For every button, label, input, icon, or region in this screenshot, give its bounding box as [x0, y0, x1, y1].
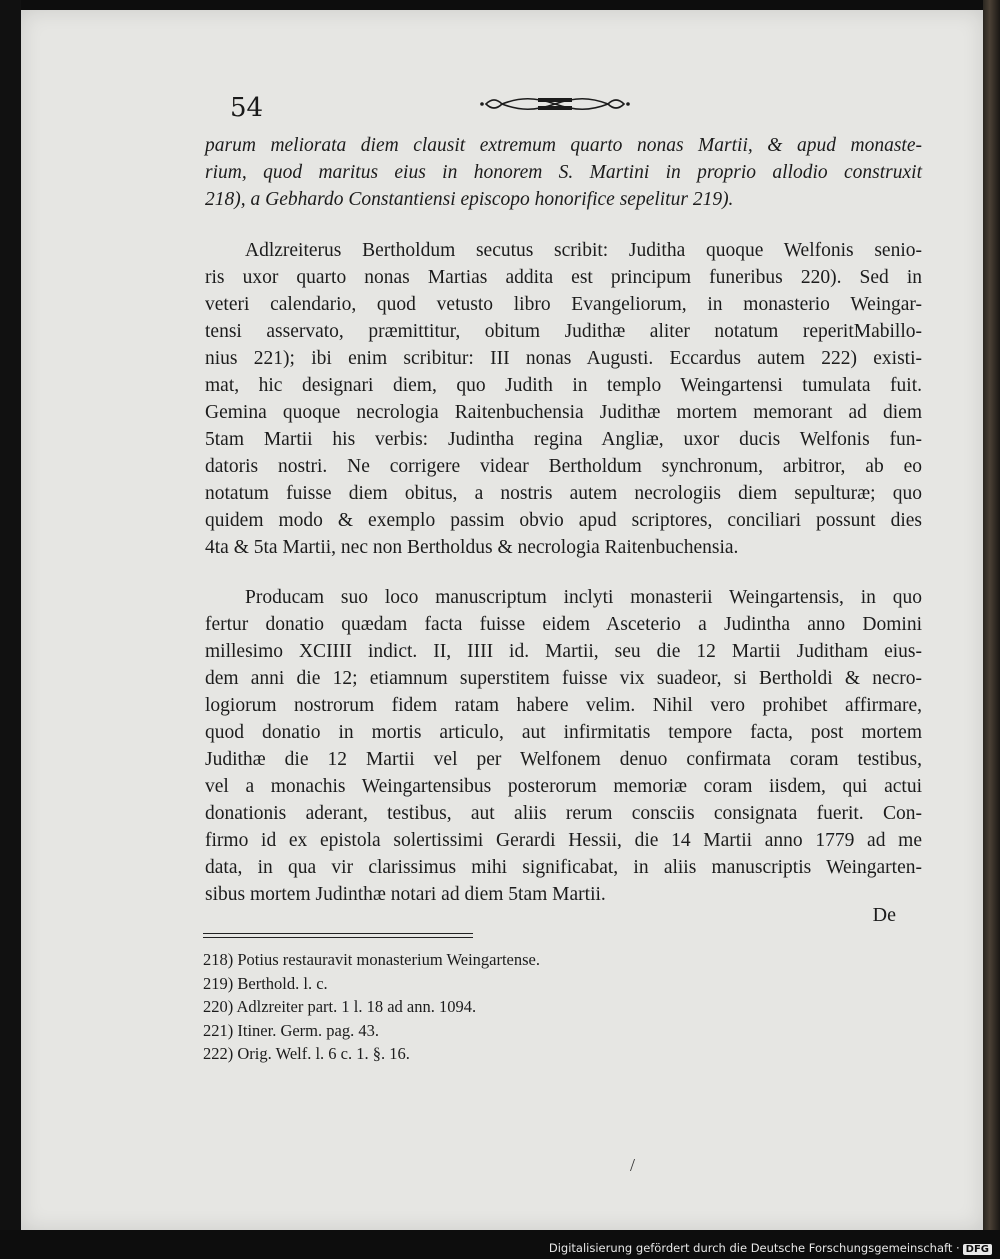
footnote-221: 221) Itiner. Germ. pag. 43.: [203, 1020, 379, 1040]
footnote-220: 220) Adlzreiter part. 1 l. 18 ad ann. 1094.: [203, 997, 477, 1016]
paragraph-1: [205, 132, 922, 213]
text-line: ris uxor quarto nonas Martias addita est principum funeribus 220). Sed in: [205, 267, 922, 288]
paragraph-3: [205, 584, 922, 908]
text-line: mat, hic designari diem, quo Judith in templo Weingartensi tumulata fuit.: [205, 375, 922, 396]
text-line: Adlzreiterus Bertholdum secutus scribit: Juditha quoque Welfonis senio-: [245, 240, 922, 261]
text-line: donationis aderant, testibus, aut aliis rerum consciis consignata fuerit. Con-: [205, 803, 922, 824]
header-ornament: [480, 93, 630, 115]
paragraph-2: [205, 237, 922, 561]
text-line: datoris nostri. Ne corrigere videar Bertholdum synchronum, arbitror, ab eo: [205, 456, 922, 477]
footnote-218: 218) Potius restauravit monasterium Weingartense.: [203, 950, 541, 969]
page-number: 54: [230, 93, 264, 123]
text-line: firmo id ex epistola solertissimi Gerardi Hessii, die 14 Martii anno 1779 ad me: [205, 830, 922, 851]
footnote-219: 219) Berthold. l. c.: [203, 973, 328, 993]
catchword: De: [872, 904, 896, 926]
text-line: data, in qua vir clarissimus mihi significabat, in aliis manuscriptis Weingarten-: [205, 857, 922, 878]
text-line: quidem modo & exemplo passim obvio apud scriptores, conciliari possunt dies: [205, 510, 922, 531]
text-line: 4ta & 5ta Martii, nec non Bertholdus & necrologia Raitenbuchensia.: [205, 537, 739, 558]
digitization-credit: [549, 1241, 992, 1255]
text-line: 5tam Martii his verbis: Judintha regina Angliæ, uxor ducis Welfonis fun-: [205, 429, 922, 450]
text-line: sibus mortem Judinthæ notari ad diem 5tam Martii.: [205, 884, 606, 905]
text-line: Producam suo loco manuscriptum inclyti monasterii Weingartensis, in quo: [245, 587, 922, 608]
text-line: 218), a Gebhardo Constantiensi episcopo honorifice sepelitur 219).: [205, 189, 734, 210]
footnotes: [203, 948, 540, 1066]
text-line: nius 221); ibi enim scribitur: III nonas Augusti. Eccardus autem 222) existi-: [205, 348, 922, 369]
text-line: vel a monachis Weingartensibus posterorum memoriæ coram iisdem, qui actui: [205, 776, 922, 797]
text-line: notatum fuisse diem obitus, a nostris autem necrologiis diem sepulturæ; quo: [205, 483, 922, 504]
text-line: logiorum nostrorum fidem ratam habere velim. Nihil vero prohibet affirmare,: [205, 695, 922, 716]
text-line: quod donatio in mortis articulo, aut infirmitatis tempore facta, post mortem: [205, 722, 922, 743]
text-line: parum meliorata diem clausit extremum quarto nonas Martii, & apud monaste-: [205, 135, 922, 156]
text-line: Gemina quoque necrologia Raitenbuchensia Judithæ mortem memorant ad diem: [205, 402, 922, 423]
text-line: rium, quod maritus eius in honorem S. Martini in proprio allodio construxit: [205, 162, 922, 183]
text-line: tensi asservato, præmittitur, obitum Judithæ aliter notatum reperitMabillo-: [205, 321, 922, 342]
text-line: veteri calendario, quod vetusto libro Evangeliorum, in monasterio Weingar-: [205, 294, 922, 315]
text-line: dem anni die 12; etiamnum superstitem fuisse vix suadeor, si Bertholdi & necro-: [205, 668, 922, 689]
text-line: millesimo XCIIII indict. II, IIII id. Martii, seu die 12 Martii Juditham eius-: [205, 641, 922, 662]
footnote-222: 222) Orig. Welf. l. 6 c. 1. §. 16.: [203, 1044, 410, 1063]
book-edge-right: [983, 0, 1000, 1230]
text-line: fertur donatio quædam facta fuisse eidem Asceterio a Judintha anno Domini: [205, 614, 922, 635]
book-edge-left: [0, 0, 21, 1230]
credit-text: Digitalisierung gefördert durch die Deutsche Forschungsgemeinschaft ·: [548, 1241, 960, 1255]
footnote-rule: [203, 933, 473, 938]
text-line: Judithæ die 12 Martii vel per Welfonem denuo confirmata coram testibus,: [205, 749, 922, 770]
dfg-logo-icon: DFG: [963, 1244, 992, 1255]
stray-mark: /: [630, 1155, 636, 1175]
